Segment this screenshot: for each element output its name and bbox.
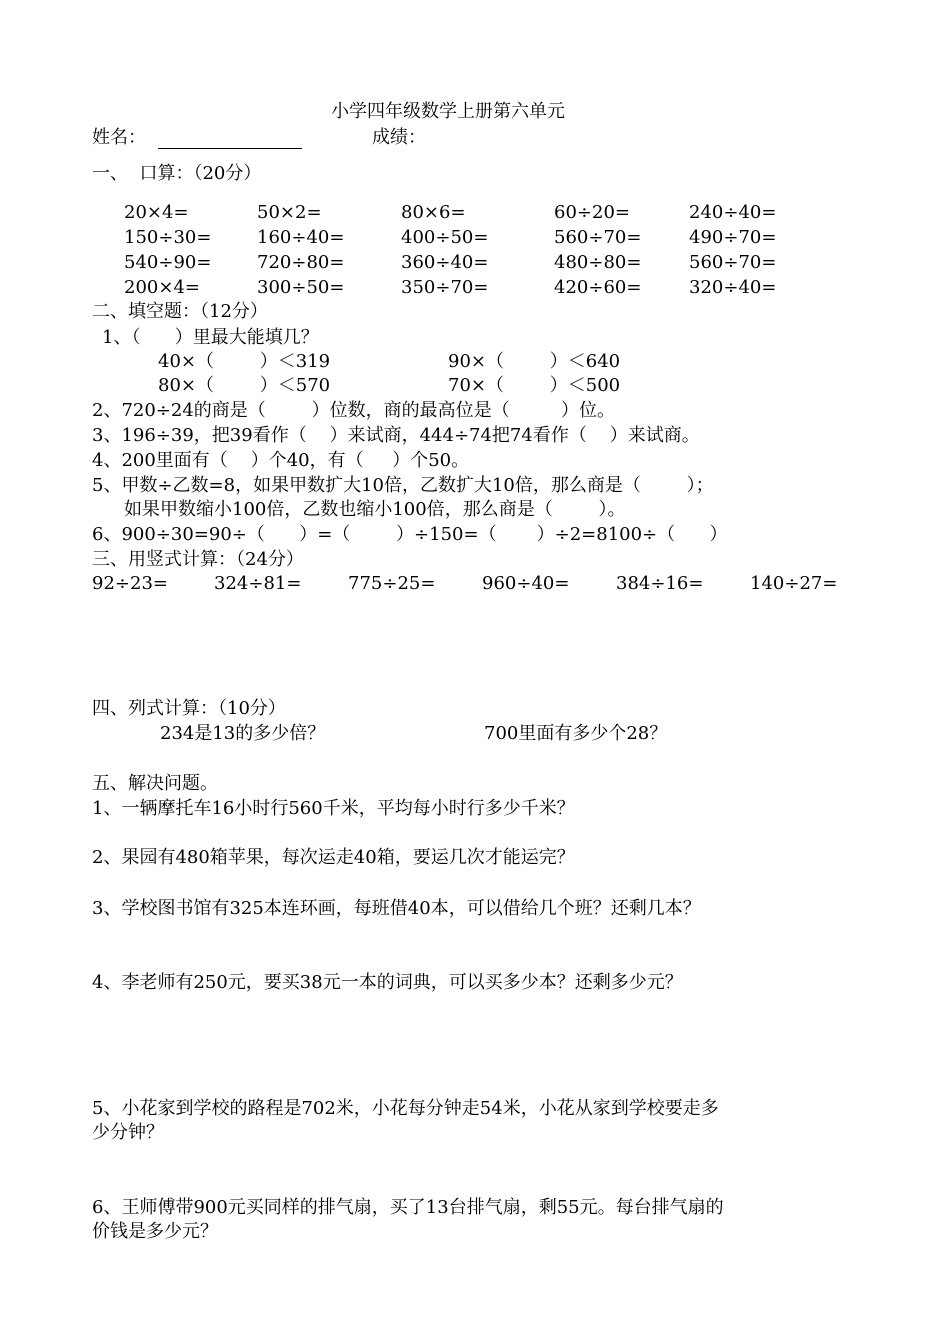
problem-q4: 4、李老师有250元，要买38元一本的词典，可以买多少本？还剩多少元？ (92, 972, 683, 993)
problem: 80×6= (401, 202, 466, 223)
problem: 160÷40= (257, 227, 345, 248)
fill-q1-item: 40×（ ）＜319 (158, 351, 331, 372)
problem-q5-line2: 少分钟？ (92, 1122, 164, 1143)
name-field[interactable] (158, 124, 302, 149)
vertical-calc-item: 775÷25= (348, 573, 436, 594)
mental-math-row (124, 275, 824, 300)
fill-q1-item: 80×（ ）＜570 (158, 375, 331, 396)
problem-q1: 1、一辆摩托车16小时行560千米，平均每小时行多少千米？ (92, 798, 575, 819)
section5-heading: 五、解决问题。 (92, 773, 218, 794)
problem: 490÷70= (689, 227, 777, 248)
problem: 480÷80= (554, 252, 642, 273)
fill-q1-item: 90×（ ）＜640 (448, 351, 621, 372)
section2-heading: 二、填空题：（12分） (92, 301, 268, 322)
fill-q2: 2、720÷24的商是（ ）位数，商的最高位是（ ）位。 (92, 400, 616, 421)
fill-q1-item: 70×（ ）＜500 (448, 375, 621, 396)
mental-math-grid (124, 200, 824, 300)
problem-q5-line1: 5、小花家到学校的路程是702米，小花每分钟走54米，小花从家到学校要走多 (92, 1098, 719, 1119)
page-title: 小学四年级数学上册第六单元 (331, 101, 565, 122)
problem: 50×2= (257, 202, 322, 223)
problem: 360÷40= (401, 252, 489, 273)
problem: 720÷80= (257, 252, 345, 273)
fill-q1: 1、（ ）里最大能填几？ (102, 327, 319, 348)
fill-q4: 4、200里面有（ ）个40，有（ ）个50。 (92, 450, 470, 471)
mental-math-row (124, 200, 824, 225)
vertical-calc-row (92, 573, 850, 594)
problem: 300÷50= (257, 277, 345, 298)
fill-q6: 6、900÷30=90÷（ ）=（ ）÷150=（ ）÷2=8100÷（ ） (92, 524, 728, 545)
mental-math-row (124, 250, 824, 275)
problem: 560÷70= (554, 227, 642, 248)
vertical-calc-item: 960÷40= (482, 573, 570, 594)
problem: 150÷30= (124, 227, 212, 248)
vertical-calc-item: 384÷16= (616, 573, 704, 594)
score-label: 成绩： (372, 127, 426, 148)
problem: 560÷70= (689, 252, 777, 273)
section1-heading: 一、 口算：（20分） (92, 163, 262, 184)
problem: 420÷60= (554, 277, 642, 298)
section4-heading: 四、列式计算：（10分） (92, 698, 286, 719)
problem-q6-line2: 价钱是多少元？ (92, 1221, 218, 1242)
vertical-calc-item: 140÷27= (750, 573, 838, 594)
problem-q2: 2、果园有480箱苹果，每次运走40箱，要运几次才能运完？ (92, 847, 575, 868)
fill-q5-line1: 5、甲数÷乙数=8，如果甲数扩大10倍，乙数扩大10倍，那么商是（ ）； (92, 475, 714, 496)
mental-math-row (124, 225, 824, 250)
name-label: 姓名： (92, 127, 146, 148)
problem-q6-line1: 6、王师傅带900元买同样的排气扇，买了13台排气扇，剩55元。每台排气扇的 (92, 1197, 724, 1218)
fill-q3: 3、196÷39，把39看作（ ）来试商，444÷74把74看作（ ）来试商。 (92, 425, 700, 446)
problem: 320÷40= (689, 277, 777, 298)
problem: 540÷90= (124, 252, 212, 273)
section3-heading: 三、用竖式计算：（24分） (92, 549, 304, 570)
list-calc-q1: 234是13的多少倍？ (160, 723, 326, 744)
problem: 400÷50= (401, 227, 489, 248)
problem: 200×4= (124, 277, 200, 298)
problem-q3: 3、学校图书馆有325本连环画，每班借40本，可以借给几个班？还剩几本？ (92, 898, 701, 919)
list-calc-q2: 700里面有多少个28？ (484, 723, 668, 744)
vertical-calc-item: 324÷81= (214, 573, 302, 594)
fill-q5-line2: 如果甲数缩小100倍，乙数也缩小100倍，那么商是（ ）。 (124, 499, 626, 520)
problem: 60÷20= (554, 202, 630, 223)
problem: 350÷70= (401, 277, 489, 298)
problem: 240÷40= (689, 202, 777, 223)
vertical-calc-item: 92÷23= (92, 573, 168, 594)
problem: 20×4= (124, 202, 189, 223)
